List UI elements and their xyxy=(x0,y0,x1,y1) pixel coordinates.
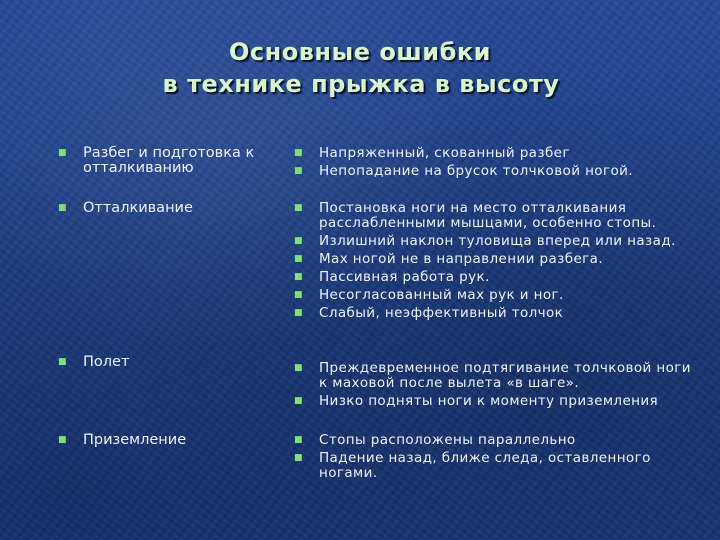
bullet-icon: ■ xyxy=(58,357,67,367)
phase-label: Разбег и подготовка к отталкиванию xyxy=(83,145,255,176)
bullet-icon: ■ xyxy=(294,396,303,406)
error-text: Непопадание на брусок толчковой ногой. xyxy=(319,163,633,179)
bullet-icon: ■ xyxy=(294,453,303,463)
bullet-icon: ■ xyxy=(294,290,303,300)
error-text: Пассивная работа рук. xyxy=(319,269,490,285)
phase-column xyxy=(58,146,278,179)
errors-column xyxy=(294,433,704,484)
slide-title xyxy=(0,36,720,100)
bullet-icon: ■ xyxy=(294,148,303,158)
error-item xyxy=(294,234,704,249)
errors-column xyxy=(294,146,704,182)
errors-column xyxy=(294,201,704,324)
error-text: Постановка ноги на место отталкивания расслабленными мышцами, особенно стопы. xyxy=(319,200,657,231)
phase-item-flight xyxy=(58,355,278,370)
error-item xyxy=(294,252,704,267)
error-item xyxy=(294,146,704,161)
phase-item-landing xyxy=(58,433,278,448)
error-item xyxy=(294,270,704,285)
phase-label: Отталкивание xyxy=(83,200,193,216)
error-item xyxy=(294,361,704,391)
error-text: Низко подняты ноги к моменту приземления xyxy=(319,393,659,409)
error-item xyxy=(294,433,704,448)
phase-label: Полет xyxy=(83,354,130,370)
phase-item-takeoff xyxy=(58,201,278,216)
phase-column xyxy=(58,355,278,373)
error-item xyxy=(294,201,704,231)
bullet-icon: ■ xyxy=(294,363,303,373)
bullet-icon: ■ xyxy=(294,254,303,264)
phase-label: Приземление xyxy=(83,432,187,448)
bullet-icon: ■ xyxy=(294,203,303,213)
error-text: Несогласованный мах рук и ног. xyxy=(319,287,564,303)
phase-column xyxy=(58,433,278,451)
error-text: Слабый, неэффективный толчок xyxy=(319,305,564,321)
errors-column xyxy=(294,361,704,412)
error-text: Напряженный, скованный разбег xyxy=(319,145,570,161)
error-text: Падение назад, ближе следа, оставленного ногами. xyxy=(319,450,651,481)
bullet-icon: ■ xyxy=(294,166,303,176)
error-item xyxy=(294,394,704,409)
bullet-icon: ■ xyxy=(58,203,67,213)
error-item xyxy=(294,288,704,303)
bullet-icon: ■ xyxy=(58,435,67,445)
error-item xyxy=(294,306,704,321)
error-text: Преждевременное подтягивание толчковой ноги к маховой после вылета «в шаге». xyxy=(319,360,691,391)
error-text: Мах ногой не в направлении разбега. xyxy=(319,251,604,267)
bullet-icon: ■ xyxy=(58,148,67,158)
phase-column xyxy=(58,201,278,219)
error-text: Стопы расположены параллельно xyxy=(319,432,576,448)
error-item xyxy=(294,451,704,481)
phase-item-run-up xyxy=(58,146,278,176)
bullet-icon: ■ xyxy=(294,308,303,318)
error-text: Излишний наклон туловища вперед или назад. xyxy=(319,233,676,249)
bullet-icon: ■ xyxy=(294,435,303,445)
error-item xyxy=(294,164,704,179)
title-line-2: в технике прыжка в высоту xyxy=(162,70,560,98)
bullet-icon: ■ xyxy=(294,272,303,282)
title-line-1: Основные ошибки xyxy=(229,38,491,66)
bullet-icon: ■ xyxy=(294,236,303,246)
